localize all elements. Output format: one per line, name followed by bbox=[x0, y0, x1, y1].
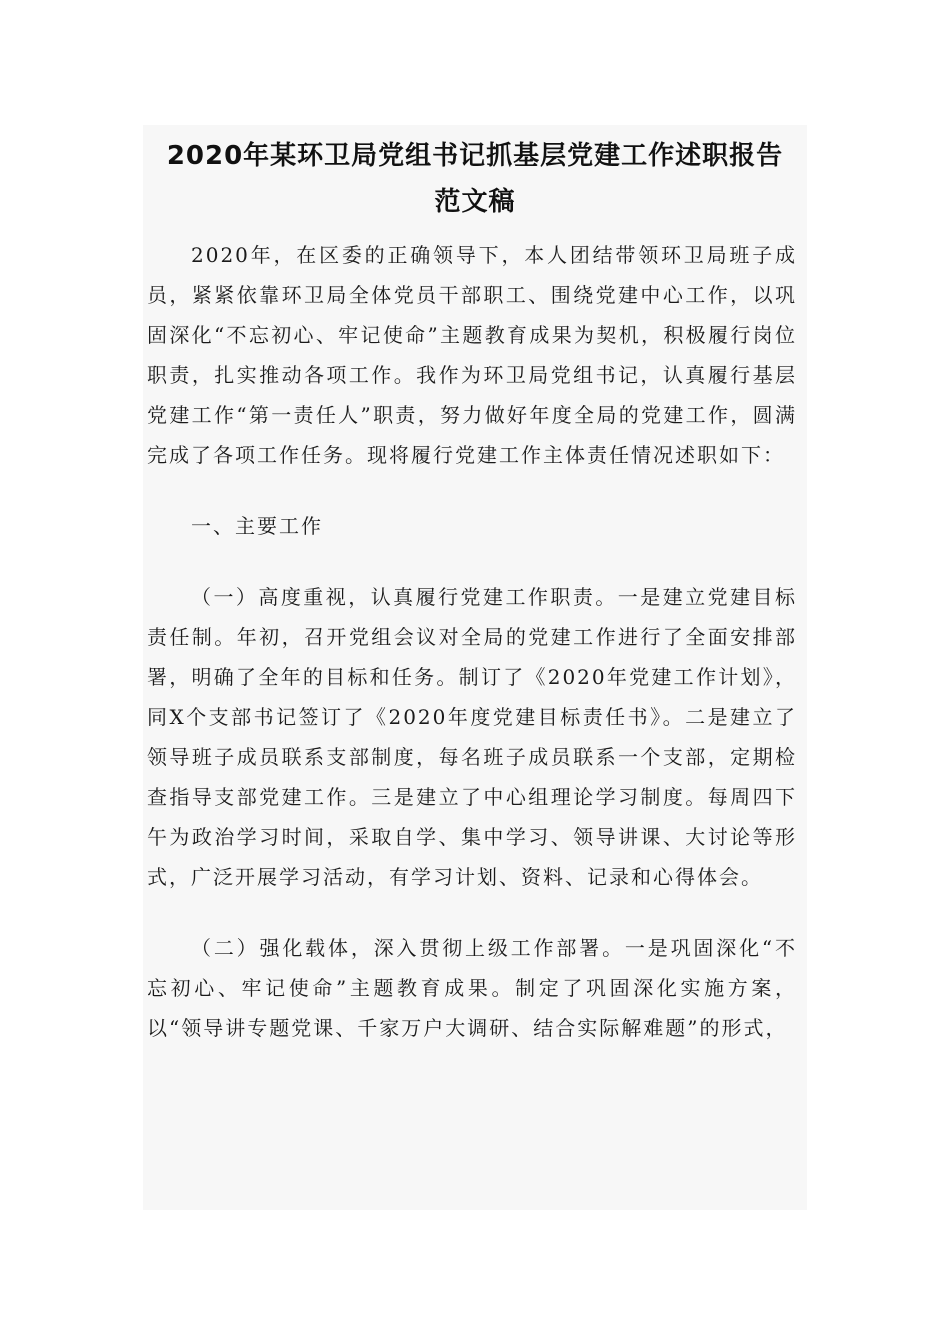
document-title bbox=[143, 133, 807, 225]
title-line-1: 2020年某环卫局党组书记抓基层党建工作述职报告 bbox=[166, 141, 784, 171]
paragraph-section-1: （一）高度重视，认真履行党建工作职责。一是建立党建目标责任制。年初，召开党组会议对全局的党建工作进行了全面安排部署，明确了全年的目标和任务。制订了《2020年党建工作计划》，同X个支部书记签订了《2020年度党建目标责任书》。二是建立了领导班子成员联系支部制度，每名班子成员联系一个支部，定期检查指导支部党建工作。三是建立了中心组理论学习制度。每周四下午为政治学习时间，采取自学、集中学习、领导讲课、大讨论等形式，广泛开展学习活动，有学习计划、资料、记录和心得体会。 bbox=[147, 585, 797, 889]
document-page bbox=[143, 125, 807, 1210]
intro-paragraph: 2020年，在区委的正确领导下，本人团结带领环卫局班子成员，紧紧依靠环卫局全体党员干部职工、围绕党建中心工作，以巩固深化“不忘初心、牢记使命”主题教育成果为契机，积极履行岗位职责，扎实推动各项工作。我作为环卫局党组书记，认真履行基层党建工作“第一责任人”职责，努力做好年度全局的党建工作，圆满完成了各项工作任务。现将履行党建工作主体责任情况述职如下： bbox=[147, 243, 797, 467]
paragraph-section-2: （二）强化载体，深入贯彻上级工作部署。一是巩固深化“不忘初心、牢记使命”主题教育成果。制定了巩固深化实施方案，以“领导讲专题党课、千家万户大调研、结合实际解难题”的形式， bbox=[147, 936, 797, 1040]
title-line-2: 范文稿 bbox=[434, 187, 516, 217]
section-heading-main-work: 一、主要工作 bbox=[191, 514, 323, 538]
document-body bbox=[147, 235, 797, 1048]
